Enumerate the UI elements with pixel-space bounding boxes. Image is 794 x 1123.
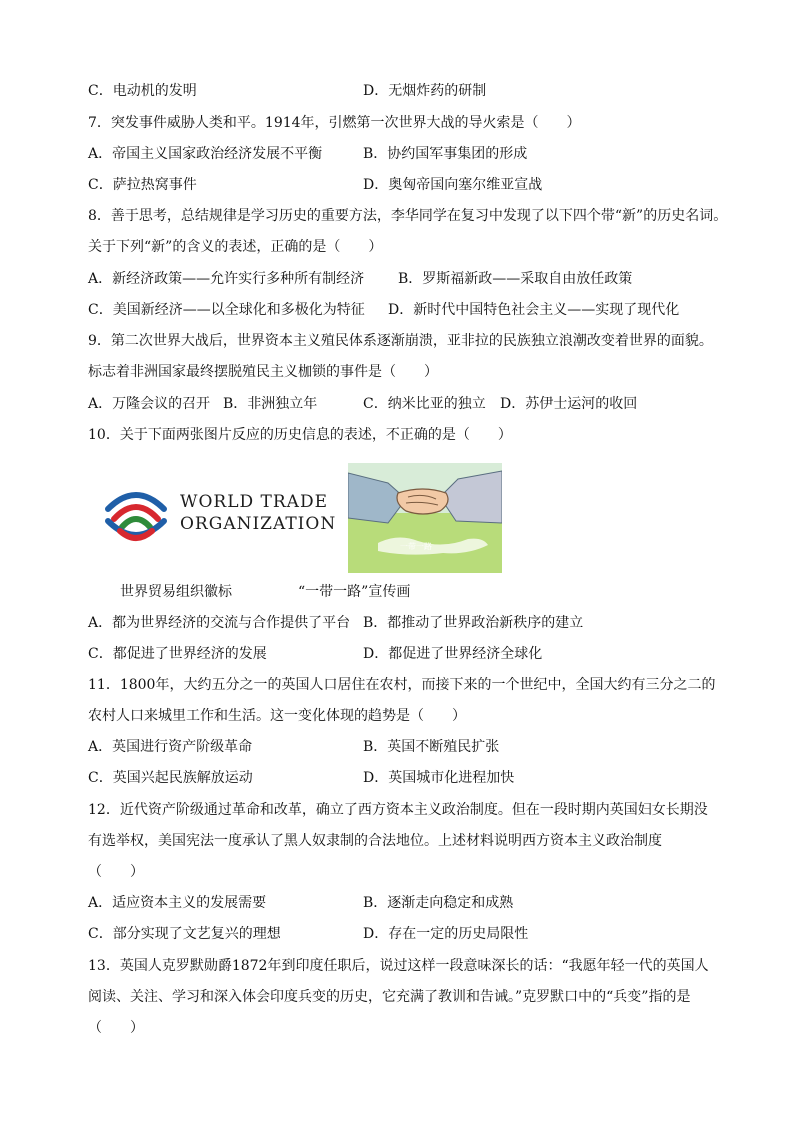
wto-logo-text-1: WORLD TRADE <box>180 492 328 512</box>
q12-option-a: A．适应资本主义的发展需要 <box>88 895 267 911</box>
q8-option-d: D．新时代中国特色社会主义——实现了现代化 <box>388 302 680 318</box>
q7-option-c: C．萨拉热窝事件 <box>88 177 197 193</box>
q10-options-row-ab <box>88 613 728 633</box>
q7-stem: 7．突发事件威胁人类和平。1914年，引燃第一次世界大战的导火索是（ ） <box>88 115 581 131</box>
q13-stem-line-3: （ ） <box>88 1020 144 1036</box>
handshake-poster-image <box>348 463 502 573</box>
q11-options-row-ab <box>88 737 728 757</box>
q10-option-b: B．都推动了世界政治新秩序的建立 <box>363 615 584 631</box>
caption-belt-road-poster: “一带一路”宣传画 <box>298 584 411 600</box>
wto-logo-figure <box>96 463 344 573</box>
q11-option-a: A．英国进行资产阶级革命 <box>88 739 253 755</box>
q8-options-row-ab <box>88 269 728 289</box>
wto-logo-text-2: ORGANIZATION <box>180 514 337 534</box>
q12-option-d: D．存在一定的历史局限性 <box>363 926 529 942</box>
q11-stem-line-1: 11．1800年，大约五分之一的英国人口居住在农村，而接下来的一个世纪中，全国大约有三分之二的 <box>88 677 716 693</box>
q9-option-c: C．纳米比亚的独立 <box>363 396 486 412</box>
q12-stem-line-2: 有选举权，美国宪法一度承认了黑人奴隶制的合法地位。上述材料说明西方资本主义政治制度 <box>88 833 662 849</box>
q9-stem-line-2: 标志着非洲国家最终摆脱殖民主义枷锁的事件是（ ） <box>88 364 438 380</box>
q10-options-row-cd <box>88 644 728 664</box>
q9-option-d: D．苏伊士运河的收回 <box>500 396 638 412</box>
q12-option-c: C．部分实现了文艺复兴的理想 <box>88 926 281 942</box>
q9-option-b: B．非洲独立年 <box>223 396 318 412</box>
q11-option-b: B．英国不断殖民扩张 <box>363 739 500 755</box>
q7-option-b: B．协约国军事集团的形成 <box>363 146 528 162</box>
q7-option-d: D．奥匈帝国向塞尔维亚宣战 <box>363 177 543 193</box>
q12-stem-line-1: 12．近代资产阶级通过革命和改革，确立了西方资本主义政治制度。但在一段时期内英国妇女长期没 <box>88 802 708 818</box>
q10-option-c: C．都促进了世界经济的发展 <box>88 646 267 662</box>
q7-options-row-ab <box>88 144 728 164</box>
q10-stem: 10．关于下面两张图片反应的历史信息的表述，不正确的是（ ） <box>88 427 512 443</box>
q13-stem-line-1: 13．英国人克罗默勋爵1872年到印度任职后，说过这样一段意味深长的话：“我愿年轻一代的英国人 <box>88 958 709 974</box>
q11-option-c: C．英国兴起民族解放运动 <box>88 770 253 786</box>
q6-option-d: D．无烟炸药的研制 <box>363 83 487 99</box>
caption-wto-logo: 世界贸易组织徽标 <box>120 584 232 600</box>
q9-stem-line-1: 9．第二次世界大战后，世界资本主义殖民体系逐渐崩溃，亚非拉的民族独立浪潮改变着世界的面貌。 <box>88 333 713 349</box>
q7-options-row-cd <box>88 175 728 195</box>
q7-option-a: A．帝国主义国家政治经济发展不平衡 <box>88 146 323 162</box>
q12-options-row-cd <box>88 924 728 944</box>
q12-option-b: B．逐渐走向稳定和成熟 <box>363 895 514 911</box>
q13-stem-line-2: 阅读、关注、学习和深入体会印度兵变的历史，它充满了教训和告诫。”克罗默口中的“兵变”指的是 <box>88 989 691 1005</box>
q6-options-row-cd <box>88 81 728 101</box>
q8-options-row-cd <box>88 300 728 320</box>
q10-option-a: A．都为世界经济的交流与合作提供了平台 <box>88 615 351 631</box>
q8-option-b: B．罗斯福新政——采取自由放任政策 <box>398 271 633 287</box>
q12-stem-line-3: （ ） <box>88 864 144 880</box>
q8-stem-line-2: 关于下列“新”的含义的表述，正确的是（ ） <box>88 239 383 255</box>
q11-stem-line-2: 农村人口来城里工作和生活。这一变化体现的趋势是（ ） <box>88 708 466 724</box>
q11-option-d: D．英国城市化进程加快 <box>363 770 515 786</box>
q10-option-d: D．都促进了世界经济全球化 <box>363 646 543 662</box>
q12-options-row-ab <box>88 893 728 913</box>
q6-option-c: C．电动机的发明 <box>88 83 197 99</box>
q9-option-a: A．万隆会议的召开 <box>88 396 211 412</box>
q9-options-row <box>88 394 728 414</box>
wto-logo-icon <box>96 463 344 573</box>
belt-and-road-poster-figure <box>348 463 502 573</box>
q8-option-a: A．新经济政策——允许实行多种所有制经济 <box>88 271 365 287</box>
q8-option-c: C．美国新经济——以全球化和多极化为特征 <box>88 302 365 318</box>
q11-options-row-cd <box>88 768 728 788</box>
q8-stem-line-1: 8．善于思考，总结规律是学习历史的重要方法，李华同学在复习中发现了以下四个带“新”的历史名词。 <box>88 208 728 224</box>
belt-poster-sign: 一带一路 <box>400 542 432 551</box>
